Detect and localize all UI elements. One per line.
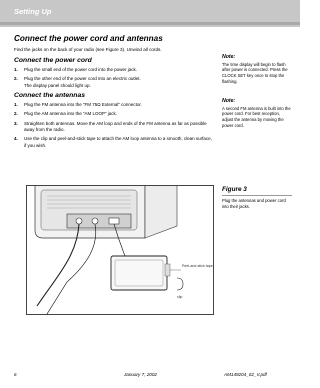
step-subtext: The display panel should light up. (24, 82, 91, 88)
section-title: Setting Up (14, 7, 52, 16)
list-item (14, 67, 214, 73)
tape-piece (165, 264, 170, 276)
clip-callout: clip (177, 295, 183, 299)
step-text: Plug the other end of the power cord into an electric outlet. (24, 76, 141, 82)
step-number: 3. (14, 120, 18, 126)
step-number: 1. (14, 67, 18, 72)
radio-back-drawing (27, 186, 213, 314)
list-item (14, 111, 214, 117)
footer-doc-id: AM149204_02_V.pdf (224, 372, 267, 377)
page-heading: Connect the power cord and antennas (14, 34, 163, 43)
antenna-steps (14, 102, 214, 152)
note-label: Note: (222, 54, 236, 60)
step-text: Plug the FM antenna into the “FM 75Ω External” connector. (24, 102, 142, 107)
list-item (14, 136, 214, 148)
am-loop-antenna (111, 256, 167, 290)
am-loop-jack-icon (109, 218, 119, 224)
intro-text: Find the jacks on the back of your radio (see Figure 3). Unwind all cords. (14, 47, 162, 52)
note-text: A second FM antenna is built into the power cord. For best reception, adjust the antenna by moving the power cord. (222, 105, 291, 128)
power-cord-steps (14, 67, 214, 92)
step-text: Use the clip and peel-and-stick tape to attach the AM loop antenna to a smooth, clean surface, if you wish. (24, 136, 212, 148)
step-number: 2. (14, 76, 18, 82)
step-text: Plug the small end of the power cord into the power jack. (24, 67, 138, 72)
list-item (14, 121, 214, 133)
list-item (14, 76, 214, 88)
step-text: Straighten both antennas. Move the AM loop and ends of the FM antenna as far as possible away from the radio. (24, 120, 207, 132)
power-cord-heading: Connect the power cord (14, 57, 92, 64)
note-fm-antenna (222, 98, 292, 128)
note-text: The time display will begin to flash after power is connected. Press the CLOCK SET key once to stop the flashing. (222, 61, 288, 84)
figure-caption: Plug the antennas and power cord into their jacks. (222, 198, 286, 209)
power-jack-icon (76, 218, 82, 224)
figure-3-illustration (26, 185, 214, 315)
tape-callout: Peel-and-stick tape (182, 264, 213, 268)
header-stripe (0, 22, 300, 25)
fm-connector-icon (92, 218, 98, 224)
footer-date: January 7, 2002 (124, 372, 157, 377)
step-number: 2. (14, 111, 18, 117)
step-text-wrap (24, 76, 214, 88)
step-number: 4. (14, 136, 18, 142)
antennas-heading: Connect the antennas (14, 92, 85, 99)
note-time-display (222, 54, 292, 84)
figure-label: Figure 3 (222, 186, 247, 193)
note-label: Note: (222, 98, 236, 104)
step-number: 1. (14, 102, 18, 107)
radio-side (145, 186, 177, 238)
figure-rule (222, 195, 292, 196)
list-item (14, 102, 214, 108)
page-number: 6 (14, 372, 17, 377)
step-text: Plug the AM antenna into the “AM LOOP” jack. (24, 111, 118, 117)
clip-icon (177, 278, 183, 290)
